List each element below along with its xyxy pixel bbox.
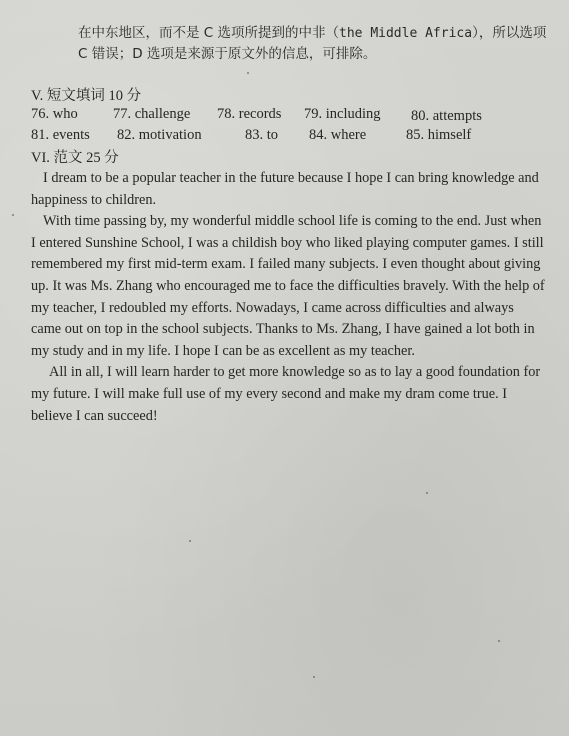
section-5-title: V. 短文填词 10 分 [31, 88, 142, 104]
scan-speck [426, 492, 428, 494]
answer-79: 79. including [304, 106, 381, 122]
answer-83: 83. to [245, 127, 279, 143]
answer-76: 76. who [31, 106, 78, 122]
answer-84: 84. where [309, 127, 367, 143]
answer-77: 77. challenge [113, 106, 191, 122]
model-essay [31, 168, 546, 427]
intro-line-1 [78, 23, 546, 44]
answer-80: 80. attempts [411, 108, 482, 124]
answer-82: 82. motivation [117, 127, 202, 143]
answer-78: 78. records [217, 106, 282, 122]
intro-line-1-text-a: 在中东地区，而不是 C 选项所提到的中非（ [78, 25, 340, 41]
scan-speck [247, 72, 249, 74]
intro-line-1-english: the Middle Africa [339, 26, 473, 41]
scan-speck [498, 640, 500, 642]
scan-speck [12, 214, 14, 216]
intro-line-1-text-c: ），所以选项 [472, 25, 547, 41]
scan-speck [313, 676, 315, 678]
essay-paragraph-1: I dream to be a popular teacher in the future because I hope I can bring knowledge and happiness to children. [31, 170, 539, 208]
section-6-title: VI. 范文 25 分 [31, 150, 119, 166]
answer-85: 85. himself [406, 127, 472, 143]
answer-81: 81. events [31, 127, 90, 143]
scan-speck [189, 540, 191, 542]
essay-paragraph-3: All in all, I will learn harder to get more knowledge so as to lay a good foundation for my future. I will make full use of my every second and make my dram come true. I believe I can succeed! [31, 364, 541, 424]
essay-paragraph-2: With time passing by, my wonderful middle school life is coming to the end. Just when I entered Sunshine School, I was a childish boy who liked playing computer games. I still remembered my first mid-term exam. I failed many subjects. I even thought about giving up. It was Ms. Zhang who encouraged me to face the difficulties bravely. With the help of my teacher, I redoubled my efforts. Nowadays, I came across difficulties and always came out on top in the school subjects. Thanks to Ms. Zhang, I have gained a lot both in my study and in my life. I hope I can be as excellent as my teacher. [31, 213, 545, 359]
intro-line-2: C 错误；D 选项是来源于原文外的信息，可排除。 [78, 46, 377, 62]
